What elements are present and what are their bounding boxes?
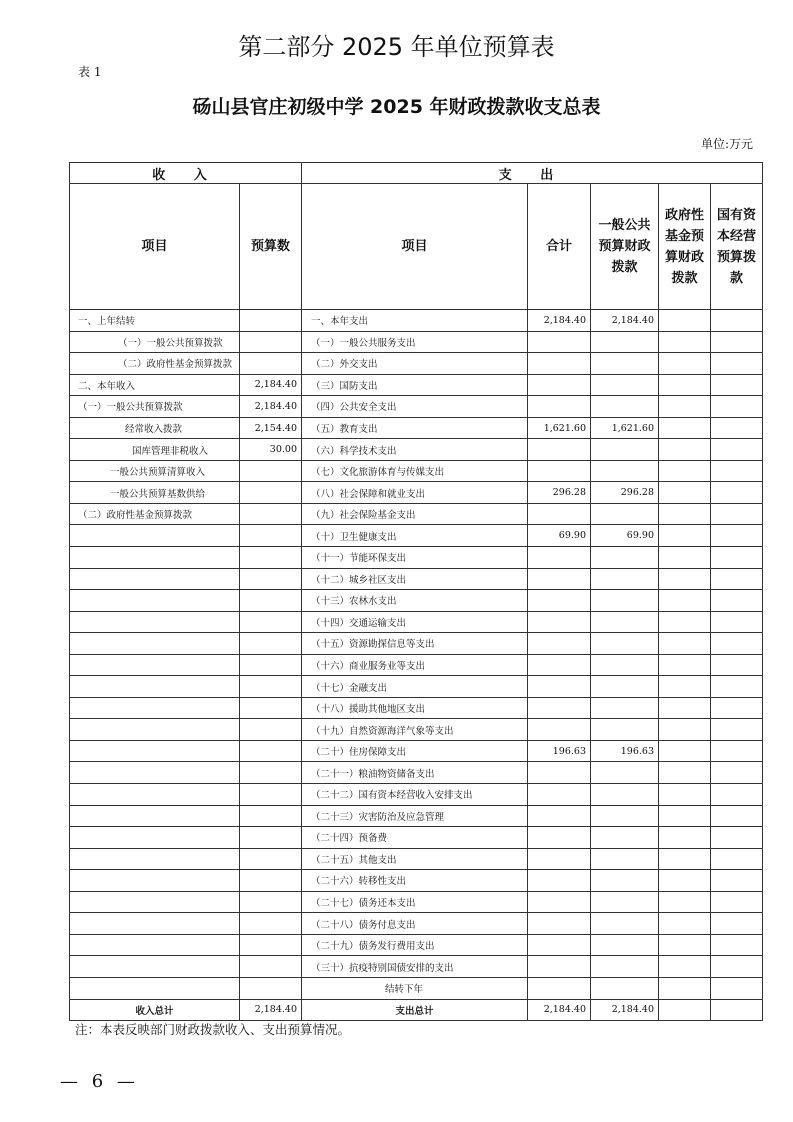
general-budget-cell <box>591 719 659 741</box>
income-budget-cell <box>240 503 302 525</box>
general-budget-cell <box>591 805 659 827</box>
table-number: 表 1 <box>78 65 102 79</box>
expense-item-cell: （十八）援助其他地区支出 <box>302 697 528 719</box>
total-cell <box>528 353 591 375</box>
table-row <box>70 827 763 849</box>
state-capital-cell <box>711 913 763 935</box>
part-title: 第二部分 2025 年单位预算表 <box>238 33 555 61</box>
expense-item-cell: （十二）城乡社区支出 <box>302 568 528 590</box>
income-item-cell <box>70 611 240 633</box>
state-capital-header: 国有资本经营预算拨款 <box>711 184 763 310</box>
fund-budget-cell <box>659 654 711 676</box>
state-capital-cell <box>711 482 763 504</box>
table-row <box>70 848 763 870</box>
general-budget-cell: 1,621.60 <box>591 417 659 439</box>
table-row <box>70 568 763 590</box>
total-cell <box>528 848 591 870</box>
total-header: 合计 <box>528 184 591 310</box>
state-capital-cell <box>711 590 763 612</box>
expense-item-cell: 一、本年支出 <box>302 310 528 332</box>
income-item-cell <box>70 891 240 913</box>
total-cell <box>528 460 591 482</box>
income-item-cell <box>70 590 240 612</box>
general-budget-cell <box>591 891 659 913</box>
table-row <box>70 719 763 741</box>
expense-item-cell: （十三）农林水支出 <box>302 590 528 612</box>
general-budget-cell <box>591 590 659 612</box>
total-cell <box>528 331 591 353</box>
table-row <box>70 396 763 418</box>
income-budget-cell: 2,184.40 <box>240 374 302 396</box>
total-cell <box>528 956 591 978</box>
fund-budget-cell <box>659 310 711 332</box>
fund-total-value <box>659 999 711 1021</box>
totals-row <box>70 999 763 1021</box>
income-budget-header: 预算数 <box>240 184 302 310</box>
total-cell: 296.28 <box>528 482 591 504</box>
expense-item-cell: （二十五）其他支出 <box>302 848 528 870</box>
general-budget-header: 一般公共预算财政拨款 <box>591 184 659 310</box>
income-item-cell <box>70 784 240 806</box>
expense-item-cell: （二十四）预备费 <box>302 827 528 849</box>
total-cell <box>528 697 591 719</box>
state-capital-cell <box>711 460 763 482</box>
income-item-cell: （二）政府性基金预算拨款 <box>70 353 240 375</box>
income-item-cell <box>70 633 240 655</box>
general-budget-cell <box>591 503 659 525</box>
expense-total-value: 2,184.40 <box>528 999 591 1021</box>
state-capital-cell <box>711 697 763 719</box>
state-capital-cell <box>711 676 763 698</box>
total-cell: 1,621.60 <box>528 417 591 439</box>
total-cell: 196.63 <box>528 740 591 762</box>
state-capital-cell <box>711 956 763 978</box>
state-capital-cell <box>711 805 763 827</box>
table-row <box>70 676 763 698</box>
fund-budget-cell <box>659 503 711 525</box>
expense-item-cell: （十五）资源勘探信息等支出 <box>302 633 528 655</box>
income-total-value: 2,184.40 <box>240 999 302 1021</box>
expense-item-header: 项目 <box>302 184 528 310</box>
income-budget-cell <box>240 934 302 956</box>
income-item-cell: 二、本年收入 <box>70 374 240 396</box>
general-budget-cell: 2,184.40 <box>591 310 659 332</box>
state-capital-cell <box>711 547 763 569</box>
column-header-row <box>70 184 763 310</box>
income-item-cell: （一）一般公共预算拨款 <box>70 331 240 353</box>
table-row <box>70 310 763 332</box>
total-cell <box>528 934 591 956</box>
income-budget-cell <box>240 611 302 633</box>
income-item-cell <box>70 805 240 827</box>
income-budget-cell <box>240 482 302 504</box>
table-row <box>70 525 763 547</box>
income-item-cell <box>70 827 240 849</box>
fund-budget-cell <box>659 848 711 870</box>
general-budget-cell <box>591 633 659 655</box>
total-cell <box>528 870 591 892</box>
fund-budget-cell <box>659 740 711 762</box>
expense-item-cell: （二十七）债务还本支出 <box>302 891 528 913</box>
total-cell <box>528 568 591 590</box>
state-capital-cell <box>711 891 763 913</box>
income-budget-cell <box>240 460 302 482</box>
expense-item-cell: 结转下年 <box>302 977 528 999</box>
expense-item-cell: （二十六）转移性支出 <box>302 870 528 892</box>
general-budget-cell <box>591 547 659 569</box>
expense-item-cell: （八）社会保障和就业支出 <box>302 482 528 504</box>
fund-budget-cell <box>659 460 711 482</box>
table-body <box>70 310 763 1021</box>
income-group-header: 收 入 <box>70 163 302 184</box>
state-capital-cell <box>711 439 763 461</box>
expense-item-cell: （二）外交支出 <box>302 353 528 375</box>
general-budget-cell <box>591 762 659 784</box>
table-row <box>70 482 763 504</box>
table-row <box>70 590 763 612</box>
total-cell <box>528 805 591 827</box>
income-budget-cell <box>240 870 302 892</box>
expense-item-cell: （三十）抗疫特别国债安排的支出 <box>302 956 528 978</box>
expense-item-cell: （十七）金融支出 <box>302 676 528 698</box>
income-item-cell <box>70 568 240 590</box>
state-capital-cell <box>711 784 763 806</box>
expense-item-cell: （十九）自然资源海洋气象等支出 <box>302 719 528 741</box>
page-number: — 6 — <box>60 1071 139 1092</box>
fund-budget-cell <box>659 805 711 827</box>
general-budget-cell <box>591 870 659 892</box>
general-budget-cell <box>591 913 659 935</box>
income-item-cell <box>70 762 240 784</box>
income-item-cell <box>70 697 240 719</box>
table-row <box>70 439 763 461</box>
expense-group-header: 支 出 <box>302 163 763 184</box>
income-item-cell <box>70 913 240 935</box>
table-row <box>70 891 763 913</box>
general-budget-cell <box>591 439 659 461</box>
fund-budget-cell <box>659 870 711 892</box>
total-cell <box>528 784 591 806</box>
income-budget-cell <box>240 525 302 547</box>
general-budget-cell: 296.28 <box>591 482 659 504</box>
income-item-cell: 一、上年结转 <box>70 310 240 332</box>
total-cell <box>528 374 591 396</box>
table-row <box>70 762 763 784</box>
table-row <box>70 460 763 482</box>
total-cell <box>528 503 591 525</box>
total-cell <box>528 719 591 741</box>
expense-item-cell: （二十一）粮油物资储备支出 <box>302 762 528 784</box>
total-cell <box>528 590 591 612</box>
income-item-cell <box>70 956 240 978</box>
table-row <box>70 654 763 676</box>
income-budget-cell <box>240 547 302 569</box>
fund-budget-cell <box>659 590 711 612</box>
income-budget-cell <box>240 913 302 935</box>
state-capital-cell <box>711 827 763 849</box>
table-row <box>70 611 763 633</box>
table-row <box>70 913 763 935</box>
income-item-cell: 一般公共预算基数供给 <box>70 482 240 504</box>
fund-budget-cell <box>659 611 711 633</box>
state-capital-cell <box>711 568 763 590</box>
income-budget-cell <box>240 676 302 698</box>
income-item-cell: （二）政府性基金预算拨款 <box>70 503 240 525</box>
income-item-cell: （一）一般公共预算拨款 <box>70 396 240 418</box>
total-cell <box>528 654 591 676</box>
income-budget-cell <box>240 697 302 719</box>
general-budget-cell: 196.63 <box>591 740 659 762</box>
table-row <box>70 740 763 762</box>
general-budget-cell <box>591 331 659 353</box>
fund-budget-cell <box>659 891 711 913</box>
fund-budget-cell <box>659 439 711 461</box>
general-budget-cell <box>591 611 659 633</box>
expense-item-cell: （五）教育支出 <box>302 417 528 439</box>
income-budget-cell <box>240 977 302 999</box>
expense-total-label: 支出总计 <box>302 999 528 1021</box>
total-cell <box>528 439 591 461</box>
general-budget-cell <box>591 374 659 396</box>
income-budget-cell <box>240 654 302 676</box>
income-item-cell <box>70 525 240 547</box>
income-budget-cell <box>240 891 302 913</box>
group-header-row <box>70 163 763 184</box>
general-budget-cell <box>591 460 659 482</box>
total-cell <box>528 977 591 999</box>
income-item-cell <box>70 719 240 741</box>
income-budget-cell <box>240 956 302 978</box>
general-budget-cell <box>591 956 659 978</box>
fund-budget-header: 政府性基金预算财政拨款 <box>659 184 711 310</box>
income-total-label: 收入总计 <box>70 999 240 1021</box>
state-capital-cell <box>711 654 763 676</box>
expense-item-cell: （二十九）债务发行费用支出 <box>302 934 528 956</box>
expense-item-cell: （一）一般公共服务支出 <box>302 331 528 353</box>
income-budget-cell <box>240 740 302 762</box>
expense-item-cell: （四）公共安全支出 <box>302 396 528 418</box>
state-capital-cell <box>711 310 763 332</box>
general-budget-cell <box>591 848 659 870</box>
expense-item-cell: （六）科学技术支出 <box>302 439 528 461</box>
expense-item-cell: （九）社会保险基金支出 <box>302 503 528 525</box>
income-item-cell <box>70 740 240 762</box>
table-row <box>70 633 763 655</box>
general-budget-cell <box>591 353 659 375</box>
general-total-value: 2,184.40 <box>591 999 659 1021</box>
table-row <box>70 374 763 396</box>
fund-budget-cell <box>659 977 711 999</box>
total-cell <box>528 547 591 569</box>
expense-item-cell: （三）国防支出 <box>302 374 528 396</box>
income-item-cell: 经常收入拨款 <box>70 417 240 439</box>
total-cell <box>528 396 591 418</box>
income-budget-cell: 2,184.40 <box>240 396 302 418</box>
expense-item-cell: （十四）交通运输支出 <box>302 611 528 633</box>
state-capital-cell <box>711 870 763 892</box>
income-budget-cell <box>240 568 302 590</box>
state-capital-cell <box>711 374 763 396</box>
total-cell: 2,184.40 <box>528 310 591 332</box>
total-cell <box>528 827 591 849</box>
general-budget-cell <box>591 784 659 806</box>
general-budget-cell <box>591 396 659 418</box>
fund-budget-cell <box>659 396 711 418</box>
income-item-cell <box>70 848 240 870</box>
state-capital-total-value <box>711 999 763 1021</box>
table-row <box>70 870 763 892</box>
total-cell <box>528 891 591 913</box>
fund-budget-cell <box>659 697 711 719</box>
income-item-cell <box>70 676 240 698</box>
state-capital-cell <box>711 848 763 870</box>
table-row <box>70 353 763 375</box>
income-budget-cell <box>240 590 302 612</box>
table-row <box>70 417 763 439</box>
income-item-header: 项目 <box>70 184 240 310</box>
income-budget-cell <box>240 848 302 870</box>
general-budget-cell <box>591 977 659 999</box>
budget-table <box>69 162 763 1021</box>
fund-budget-cell <box>659 676 711 698</box>
state-capital-cell <box>711 417 763 439</box>
income-item-cell <box>70 977 240 999</box>
fund-budget-cell <box>659 568 711 590</box>
income-budget-cell <box>240 762 302 784</box>
state-capital-cell <box>711 762 763 784</box>
expense-item-cell: （二十三）灾害防治及应急管理 <box>302 805 528 827</box>
state-capital-cell <box>711 977 763 999</box>
table-row <box>70 934 763 956</box>
page-title: 砀山县官庄初级中学 2025 年财政拨款收支总表 <box>192 96 601 118</box>
income-item-cell: 一般公共预算清算收入 <box>70 460 240 482</box>
income-item-cell <box>70 870 240 892</box>
state-capital-cell <box>711 633 763 655</box>
state-capital-cell <box>711 331 763 353</box>
income-budget-cell <box>240 633 302 655</box>
total-cell <box>528 913 591 935</box>
fund-budget-cell <box>659 762 711 784</box>
total-cell <box>528 633 591 655</box>
income-item-cell <box>70 654 240 676</box>
fund-budget-cell <box>659 482 711 504</box>
income-budget-cell <box>240 827 302 849</box>
fund-budget-cell <box>659 417 711 439</box>
general-budget-cell <box>591 934 659 956</box>
total-cell <box>528 762 591 784</box>
fund-budget-cell <box>659 913 711 935</box>
table-row <box>70 547 763 569</box>
income-item-cell <box>70 934 240 956</box>
state-capital-cell <box>711 934 763 956</box>
state-capital-cell <box>711 396 763 418</box>
income-budget-cell <box>240 310 302 332</box>
table-row <box>70 977 763 999</box>
income-item-cell: 国库管理非税收入 <box>70 439 240 461</box>
fund-budget-cell <box>659 525 711 547</box>
table-row <box>70 805 763 827</box>
total-cell <box>528 676 591 698</box>
expense-item-cell: （二十二）国有资本经营收入安排支出 <box>302 784 528 806</box>
general-budget-cell <box>591 827 659 849</box>
table-row <box>70 331 763 353</box>
table-row <box>70 784 763 806</box>
fund-budget-cell <box>659 353 711 375</box>
state-capital-cell <box>711 611 763 633</box>
fund-budget-cell <box>659 827 711 849</box>
footnote: 注：本表反映部门财政拨款收入、支出预算情况。 <box>75 1022 351 1037</box>
state-capital-cell <box>711 525 763 547</box>
income-budget-cell: 30.00 <box>240 439 302 461</box>
total-cell: 69.90 <box>528 525 591 547</box>
fund-budget-cell <box>659 784 711 806</box>
total-cell <box>528 611 591 633</box>
fund-budget-cell <box>659 547 711 569</box>
income-budget-cell <box>240 784 302 806</box>
income-budget-cell: 2,154.40 <box>240 417 302 439</box>
unit-label: 单位:万元 <box>700 137 753 151</box>
expense-item-cell: （七）文化旅游体育与传媒支出 <box>302 460 528 482</box>
expense-item-cell: （二十）住房保障支出 <box>302 740 528 762</box>
state-capital-cell <box>711 719 763 741</box>
state-capital-cell <box>711 503 763 525</box>
general-budget-cell <box>591 676 659 698</box>
income-budget-cell <box>240 719 302 741</box>
fund-budget-cell <box>659 956 711 978</box>
income-item-cell <box>70 547 240 569</box>
general-budget-cell <box>591 697 659 719</box>
fund-budget-cell <box>659 633 711 655</box>
general-budget-cell: 69.90 <box>591 525 659 547</box>
expense-item-cell: （十）卫生健康支出 <box>302 525 528 547</box>
table-row <box>70 956 763 978</box>
expense-item-cell: （十一）节能环保支出 <box>302 547 528 569</box>
income-budget-cell <box>240 331 302 353</box>
state-capital-cell <box>711 353 763 375</box>
fund-budget-cell <box>659 331 711 353</box>
fund-budget-cell <box>659 374 711 396</box>
fund-budget-cell <box>659 934 711 956</box>
general-budget-cell <box>591 654 659 676</box>
general-budget-cell <box>591 568 659 590</box>
fund-budget-cell <box>659 719 711 741</box>
table-row <box>70 503 763 525</box>
state-capital-cell <box>711 740 763 762</box>
income-budget-cell <box>240 805 302 827</box>
expense-item-cell: （十六）商业服务业等支出 <box>302 654 528 676</box>
table-row <box>70 697 763 719</box>
expense-item-cell: （二十八）债务付息支出 <box>302 913 528 935</box>
income-budget-cell <box>240 353 302 375</box>
